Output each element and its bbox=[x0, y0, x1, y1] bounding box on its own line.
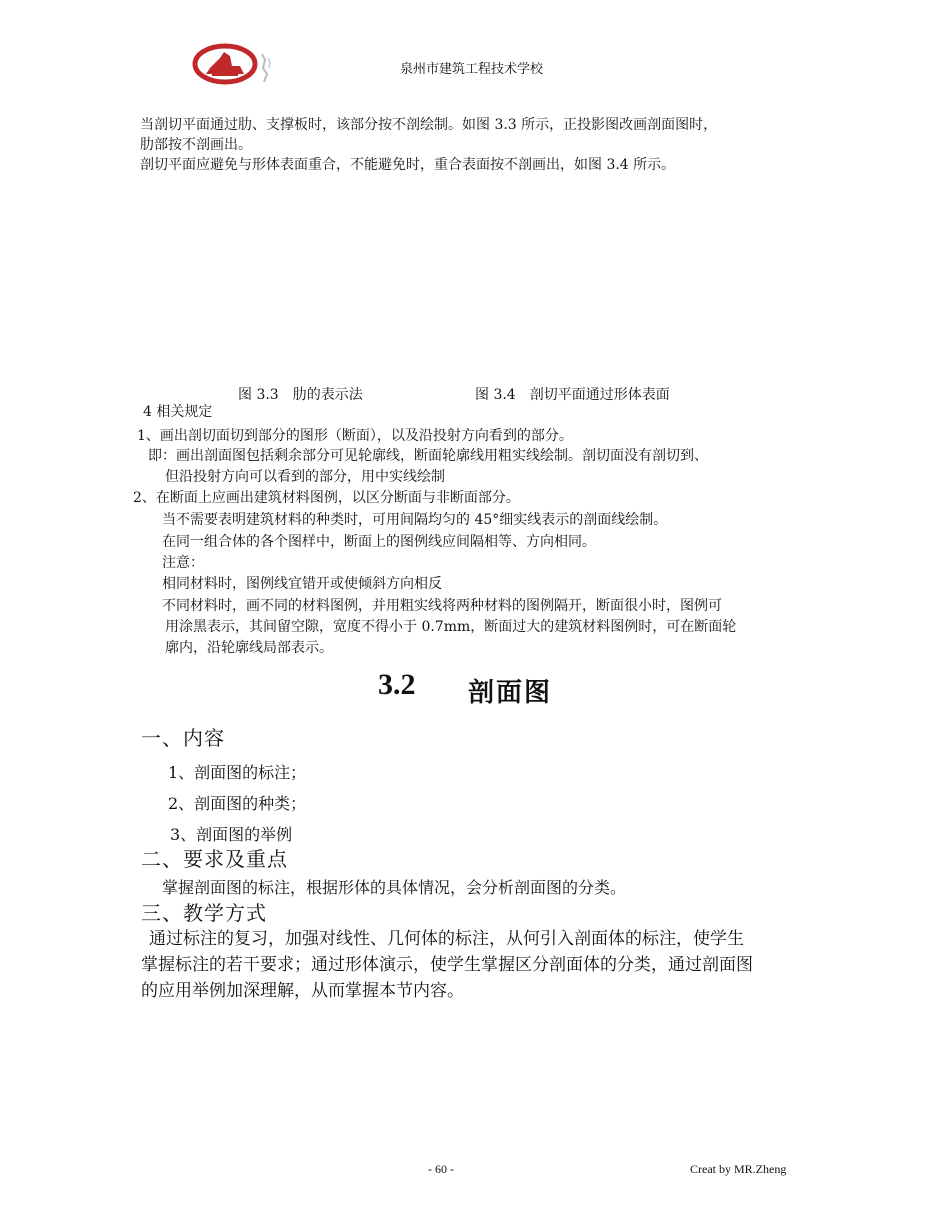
note-2-line-c: 廓内，沿轮廓线局部表示。 bbox=[165, 640, 333, 656]
method-line-1: 通过标注的复习，加强对线性、几何体的标注，从何引入剖面体的标注，使学生 bbox=[149, 929, 744, 949]
school-name: 泉州市建筑工程技术学校 bbox=[400, 62, 544, 77]
rule-1: 1、画出剖切面切到部分的图形（断面），以及沿投射方向看到的部分。 bbox=[137, 428, 573, 444]
method-line-3: 的应用举例加深理解，从而掌握本节内容。 bbox=[141, 981, 464, 1001]
rules-heading: 4 相关规定 bbox=[143, 404, 213, 420]
content-item-3: 3、剖面图的举例 bbox=[170, 825, 293, 844]
section-number: 3.2 bbox=[378, 668, 416, 701]
content-item-1: 1、剖面图的标注； bbox=[168, 763, 307, 782]
requirements-text: 掌握剖面图的标注，根据形体的具体情况，会分析剖面图的分类。 bbox=[162, 878, 627, 897]
heading-teaching-method: 三、教学方式 bbox=[141, 901, 267, 925]
figure-3-4-caption: 图 3.4 剖切平面通过形体表面 bbox=[475, 387, 670, 403]
method-line-2: 掌握标注的若干要求；通过形体演示，使学生掌握区分剖面体的分类，通过剖面图 bbox=[141, 955, 753, 975]
school-logo bbox=[190, 40, 285, 90]
note-2-line-b: 用涂黑表示，其间留空隙，宽度不得小于 0.7mm，断面过大的建筑材料图例时，可在断面轮 bbox=[165, 619, 737, 635]
rule-1-detail-b: 但沿投射方向可以看到的部分，用中实线绘制 bbox=[165, 469, 445, 485]
heading-content: 一、内容 bbox=[141, 726, 225, 750]
intro-line-3: 剖切平面应避免与形体表面重合，不能避免时，重合表面按不剖画出，如图 3.4 所示。 bbox=[140, 157, 676, 173]
note-1: 相同材料时，图例线宜错开或使倾斜方向相反 bbox=[162, 576, 442, 592]
section-title: 剖面图 bbox=[468, 678, 553, 708]
author-credit: Creat by MR.Zheng bbox=[690, 1162, 787, 1176]
rule-1-detail-a: 即：画出剖面图包括剩余部分可见轮廓线，断面轮廓线用粗实线绘制。剖切面没有剖切到、 bbox=[148, 448, 708, 464]
page-number: - 60 - bbox=[428, 1162, 454, 1176]
intro-line-2: 肋部按不剖画出。 bbox=[140, 137, 252, 153]
content-item-2: 2、剖面图的种类； bbox=[168, 794, 307, 813]
figure-3-3-caption: 图 3.3 肋的表示法 bbox=[238, 387, 363, 403]
rule-2-detail-b: 在同一组合体的各个图样中，断面上的图例线应间隔相等、方向相同。 bbox=[162, 534, 596, 550]
note-label: 注意： bbox=[162, 555, 204, 571]
rule-2-detail-a: 当不需要表明建筑材料的种类时，可用间隔均匀的 45°细实线表示的剖面线绘制。 bbox=[162, 512, 668, 528]
rule-2: 2、在断面上应画出建筑材料图例，以区分断面与非断面部分。 bbox=[133, 490, 520, 506]
heading-requirements: 二、要求及重点 bbox=[141, 847, 288, 871]
intro-line-1: 当剖切平面通过肋、支撑板时，该部分按不剖绘制。如图 3.3 所示，正投影图改画剖面图时， bbox=[140, 117, 718, 133]
note-2-line-a: 不同材料时，画不同的材料图例，并用粗实线将两种材料的图例隔开，断面很小时，图例可 bbox=[162, 598, 722, 614]
